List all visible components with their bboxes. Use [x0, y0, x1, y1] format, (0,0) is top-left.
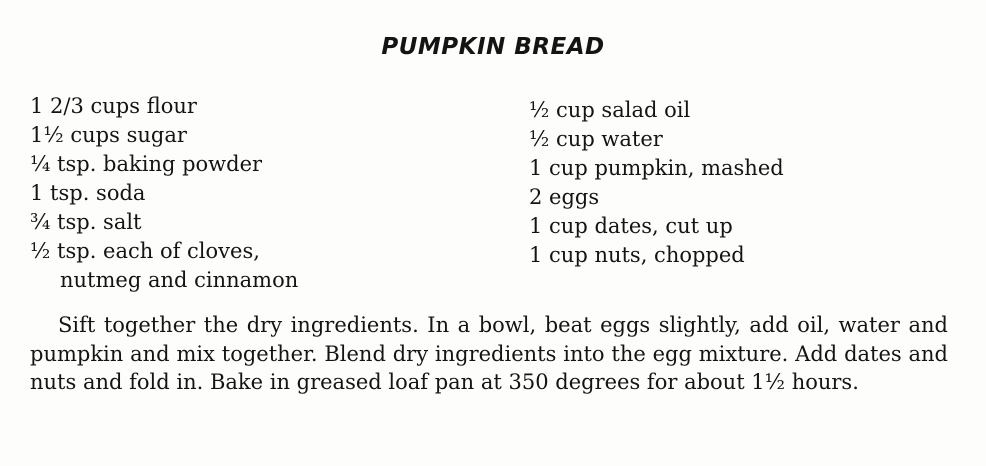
ingredient-item: 1 2/3 cups flour	[30, 94, 197, 118]
ingredient-item: 1 tsp. soda	[30, 181, 146, 205]
ingredient-item: 2 eggs	[529, 185, 600, 209]
ingredient-item: 1 cup nuts, chopped	[529, 243, 745, 267]
ingredient-item: ½ cup water	[529, 127, 663, 151]
ingredients-list-right	[529, 96, 784, 270]
ingredient-item: ½ tsp. each of cloves,	[30, 239, 260, 263]
recipe-title: PUMPKIN BREAD	[381, 34, 605, 60]
ingredient-item: 1 cup dates, cut up	[529, 214, 733, 238]
ingredient-item: 1 cup pumpkin, mashed	[529, 156, 784, 180]
ingredient-item-continued: nutmeg and cinnamon	[60, 268, 299, 292]
ingredient-item: ¾ tsp. salt	[30, 210, 142, 234]
ingredient-item: ¼ tsp. baking powder	[30, 152, 263, 176]
ingredient-item: ½ cup salad oil	[529, 98, 691, 122]
ingredients-list-left	[30, 92, 298, 295]
ingredient-item: 1½ cups sugar	[30, 123, 187, 147]
recipe-instructions: Sift together the dry ingredients. In a bowl, beat eggs slightly, add oil, water and pumpkin and mix together. Blend dry ingredients into the egg mixture. Add dates and nuts and fold in. Bake in greased loaf pan at 350 degrees for about 1½ hours.	[30, 313, 948, 394]
